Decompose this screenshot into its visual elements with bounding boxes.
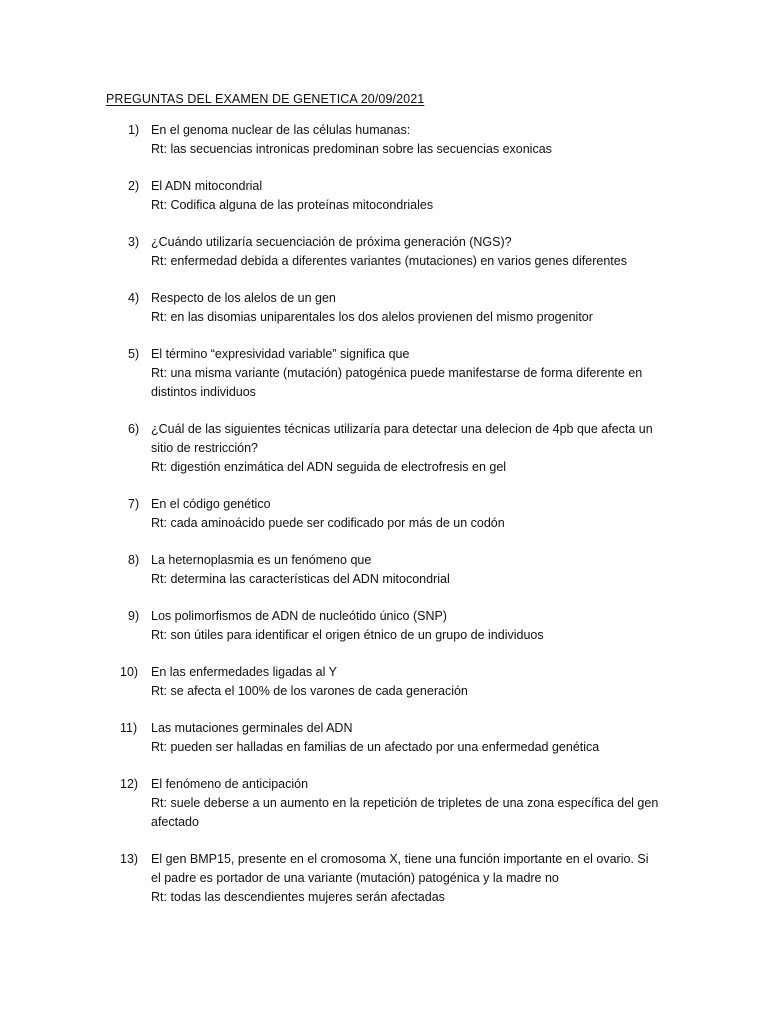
answer-text: Rt: digestión enzimática del ADN seguida de electrofresis en gel xyxy=(151,460,507,474)
question-number: 10) xyxy=(120,665,139,679)
question-number: 12) xyxy=(120,777,139,791)
question-number: 5) xyxy=(128,347,140,361)
question-text: El gen BMP15, presente en el cromosoma X, tiene una función importante en el ovario. Si el padre es portador de una variante (mutación) patogénica y la madre no xyxy=(151,852,649,885)
question-item-6 xyxy=(120,420,660,477)
question-number: 1) xyxy=(128,123,140,137)
question-text: La heternoplasmia es un fenómeno que xyxy=(151,553,372,567)
question-text: El fenómeno de anticipación xyxy=(151,777,309,791)
question-text: Las mutaciones germinales del ADN xyxy=(151,721,353,735)
question-text: En las enfermedades ligadas al Y xyxy=(151,665,337,679)
question-number: 3) xyxy=(128,235,140,249)
question-item-10 xyxy=(120,663,660,701)
question-text: El ADN mitocondrial xyxy=(151,179,263,193)
answer-text: Rt: suele deberse a un aumento en la repetición de tripletes de una zona específica del gen afectado xyxy=(151,796,659,829)
question-item-4 xyxy=(120,289,660,327)
answer-text: Rt: determina las características del ADN mitocondrial xyxy=(151,572,450,586)
question-text: En el genoma nuclear de las células humanas: xyxy=(151,123,411,137)
question-item-8 xyxy=(120,551,660,589)
page-title: PREGUNTAS DEL EXAMEN DE GENETICA 20/09/2021 xyxy=(106,92,425,106)
question-item-12 xyxy=(120,775,660,832)
answer-text: Rt: las secuencias intronicas predominan sobre las secuencias exonicas xyxy=(151,142,552,156)
question-item-1 xyxy=(120,121,660,159)
answer-text: Rt: una misma variante (mutación) patogénica puede manifestarse de forma diferente en distintos individuos xyxy=(151,366,643,399)
question-text: Respecto de los alelos de un gen xyxy=(151,291,336,305)
answer-text: Rt: enfermedad debida a diferentes variantes (mutaciones) en varios genes diferentes xyxy=(151,254,627,268)
question-number: 7) xyxy=(128,497,140,511)
answer-text: Rt: en las disomias uniparentales los dos alelos provienen del mismo progenitor xyxy=(151,310,593,324)
question-text: El término “expresividad variable” significa que xyxy=(151,347,410,361)
answer-text: Rt: todas las descendientes mujeres serán afectadas xyxy=(151,890,445,904)
question-item-5 xyxy=(120,345,660,402)
question-item-2 xyxy=(120,177,660,215)
question-text: En el código genético xyxy=(151,497,271,511)
question-number: 11) xyxy=(120,721,138,735)
answer-text: Rt: cada aminoácido puede ser codificado por más de un codón xyxy=(151,516,505,530)
answer-text: Rt: se afecta el 100% de los varones de cada generación xyxy=(151,684,468,698)
question-number: 4) xyxy=(128,291,140,305)
question-item-3 xyxy=(120,233,660,271)
question-text: ¿Cuál de las siguientes técnicas utilizaría para detectar una delecion de 4pb que afecta un sitio de restricción? xyxy=(151,422,653,455)
answer-text: Rt: pueden ser halladas en familias de un afectado por una enfermedad genética xyxy=(151,740,600,754)
question-number: 6) xyxy=(128,422,140,436)
question-number: 9) xyxy=(128,609,140,623)
question-number: 8) xyxy=(128,553,140,567)
question-item-7 xyxy=(120,495,660,533)
question-item-13 xyxy=(120,850,660,907)
question-text: ¿Cuándo utilizaría secuenciación de próxima generación (NGS)? xyxy=(151,235,512,249)
question-number: 13) xyxy=(120,852,139,866)
question-text: Los polimorfismos de ADN de nucleótido único (SNP) xyxy=(151,609,447,623)
answer-text: Rt: son útiles para identificar el origen étnico de un grupo de individuos xyxy=(151,628,544,642)
question-item-9 xyxy=(120,607,660,645)
question-list xyxy=(120,121,660,907)
answer-text: Rt: Codifica alguna de las proteínas mitocondriales xyxy=(151,198,434,212)
question-item-11 xyxy=(120,719,660,757)
question-number: 2) xyxy=(128,179,140,193)
